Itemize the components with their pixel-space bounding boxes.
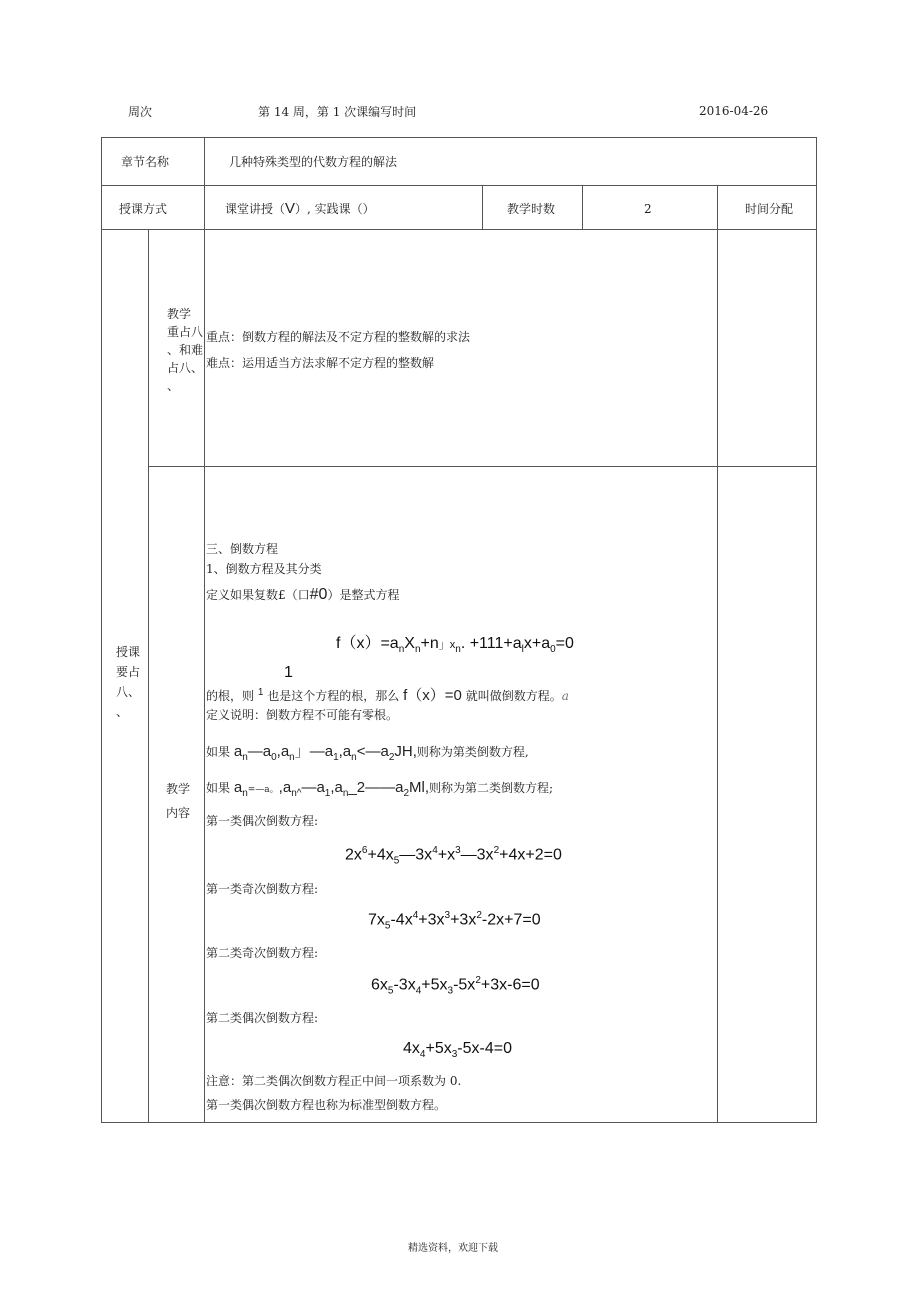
case-two: 如果 $a_n=—a$。$,a_{n\^{}}—a_1,a_n\_2——a_2Ml$,则称为第二类倒数方程;: [206, 779, 554, 799]
type2-odd-label: 第二类奇次倒数方程:: [206, 946, 319, 960]
type2-odd-equation: $6x_5-3x_4+5x_3-5x^2+3x-6=0$: [371, 975, 540, 997]
key-label: 教学 重占八 、和难 占八、 、: [167, 307, 204, 393]
week-label: 周次: [128, 105, 153, 119]
fraction-numerator: 1: [284, 664, 293, 681]
type1-odd-label: 第一类奇次倒数方程:: [206, 882, 319, 896]
difficult-points: 难点：运用适当方法求解不定方程的整数解: [206, 356, 435, 370]
date: 2016-04-26: [699, 104, 769, 118]
content-label: 教学 内容: [166, 782, 191, 820]
section-title: 三、倒数方程: [206, 542, 279, 556]
type2-even-label: 第二类偶次倒数方程:: [206, 1011, 319, 1025]
outer-label: 授课 要占 八、 、: [116, 645, 141, 719]
root-statement: 的根，则 $^1$ 也是这个方程的根，那么 f（x）=0 就叫做倒数方程。a: [206, 687, 569, 704]
key-points: 重点：倒数方程的解法及不定方程的整数解的求法: [206, 330, 471, 344]
case-one: 如果 $a_n—a_0,a_n$」$—a_1,a_n<—a_2JH$,则称为第类倒数方程,: [206, 743, 529, 763]
week-info: 第 14 周，第 1 次课编写时间: [258, 105, 417, 119]
main-equation: $f(x)=a_nX_n+n$」$x_n$. $+111+a_lx+a_0=0$: [336, 635, 574, 656]
hours-value: 2: [644, 202, 652, 216]
type1-even-equation: $2x^6+4x_5—3x^4+x^3—3x^2+4x+2=0$: [345, 845, 562, 867]
type2-even-equation: $4x_4+5x_3-5x-4=0$: [403, 1040, 512, 1061]
subsection-title: 1、倒数方程及其分类: [206, 562, 322, 576]
definition-note: 定义说明：倒数方程不可能有零根。: [206, 708, 399, 722]
footer: 精选资料，欢迎下载: [408, 1243, 498, 1254]
definition: 定义如果复数£（口#0）是整式方程: [206, 586, 400, 603]
chapter-label: 章节名称: [121, 155, 170, 169]
note-two: 第一类偶次倒数方程也称为标准型倒数方程。: [206, 1098, 447, 1112]
method-value: 课堂讲授（V）, 实践课（）: [225, 200, 375, 217]
chapter-value: 几种特殊类型的代数方程的解法: [229, 155, 398, 169]
time-label: 时间分配: [745, 202, 794, 216]
type1-odd-equation: $7x_5-4x^4+3x^3+3x^2-2x+7=0$: [368, 910, 541, 932]
note-one: 注意：第二类偶次倒数方程正中间一项系数为 0.: [206, 1074, 462, 1088]
method-label: 授课方式: [119, 202, 168, 216]
hours-label: 教学时数: [507, 202, 556, 216]
type1-even-label: 第一类偶次倒数方程:: [206, 814, 319, 828]
